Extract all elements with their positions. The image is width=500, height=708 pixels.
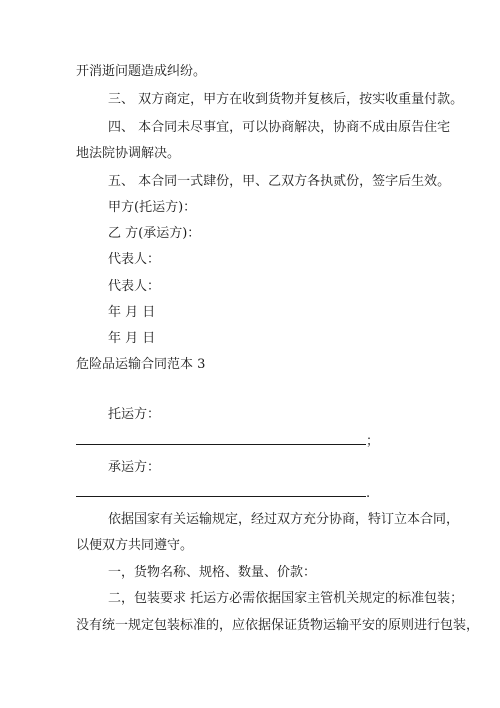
carrier-fill-line: [76, 485, 370, 502]
article-two: 二，包装要求 托运方必需依据国家主管机关规定的标准包装；: [108, 591, 464, 606]
blank-underline: [76, 433, 366, 445]
article-one: 一，货物名称、规格、数量、价款：: [108, 565, 317, 580]
clause-four: 四、 本合同未尽事宜，可以协商解决，协商不成由原告住宅: [108, 120, 451, 135]
shipper-fill-line: [76, 433, 379, 450]
clause-five: 五、 本合同一式肆份，甲、乙双方各执贰份，签字后生效。: [108, 174, 451, 189]
date-line: 年 月 日: [108, 331, 156, 346]
text-line: 没有统一规定包装标准的，应依据保证货物运输平安的原则进行包装，: [76, 618, 480, 633]
representative-label: 代表人：: [108, 252, 161, 267]
text-line: 以便双方共同遵守。: [76, 538, 194, 553]
text-line: 开消逝问题造成纠纷。: [76, 64, 207, 79]
line-end-mark: .: [366, 486, 371, 501]
date-line: 年 月 日: [108, 305, 156, 320]
clause-three: 三、 双方商定，甲方在收到货物并复核后，按实收重量付款。: [108, 92, 464, 107]
text-line: 地法院协调解决。: [76, 146, 181, 161]
blank-underline: [76, 485, 366, 497]
intro-paragraph: 依据国家有关运输规定，经过双方充分协商，特订立本合同，: [108, 512, 460, 527]
party-b-label: 乙 方(承运方)：: [108, 226, 201, 241]
representative-label: 代表人：: [108, 279, 161, 294]
section-title: 危险品运输合同范本 3: [76, 357, 206, 372]
shipper-label: 托运方：: [108, 407, 161, 422]
carrier-label: 承运方：: [108, 460, 161, 475]
line-end-mark: ；: [366, 434, 380, 449]
party-a-label: 甲方(托运方)：: [108, 200, 197, 215]
